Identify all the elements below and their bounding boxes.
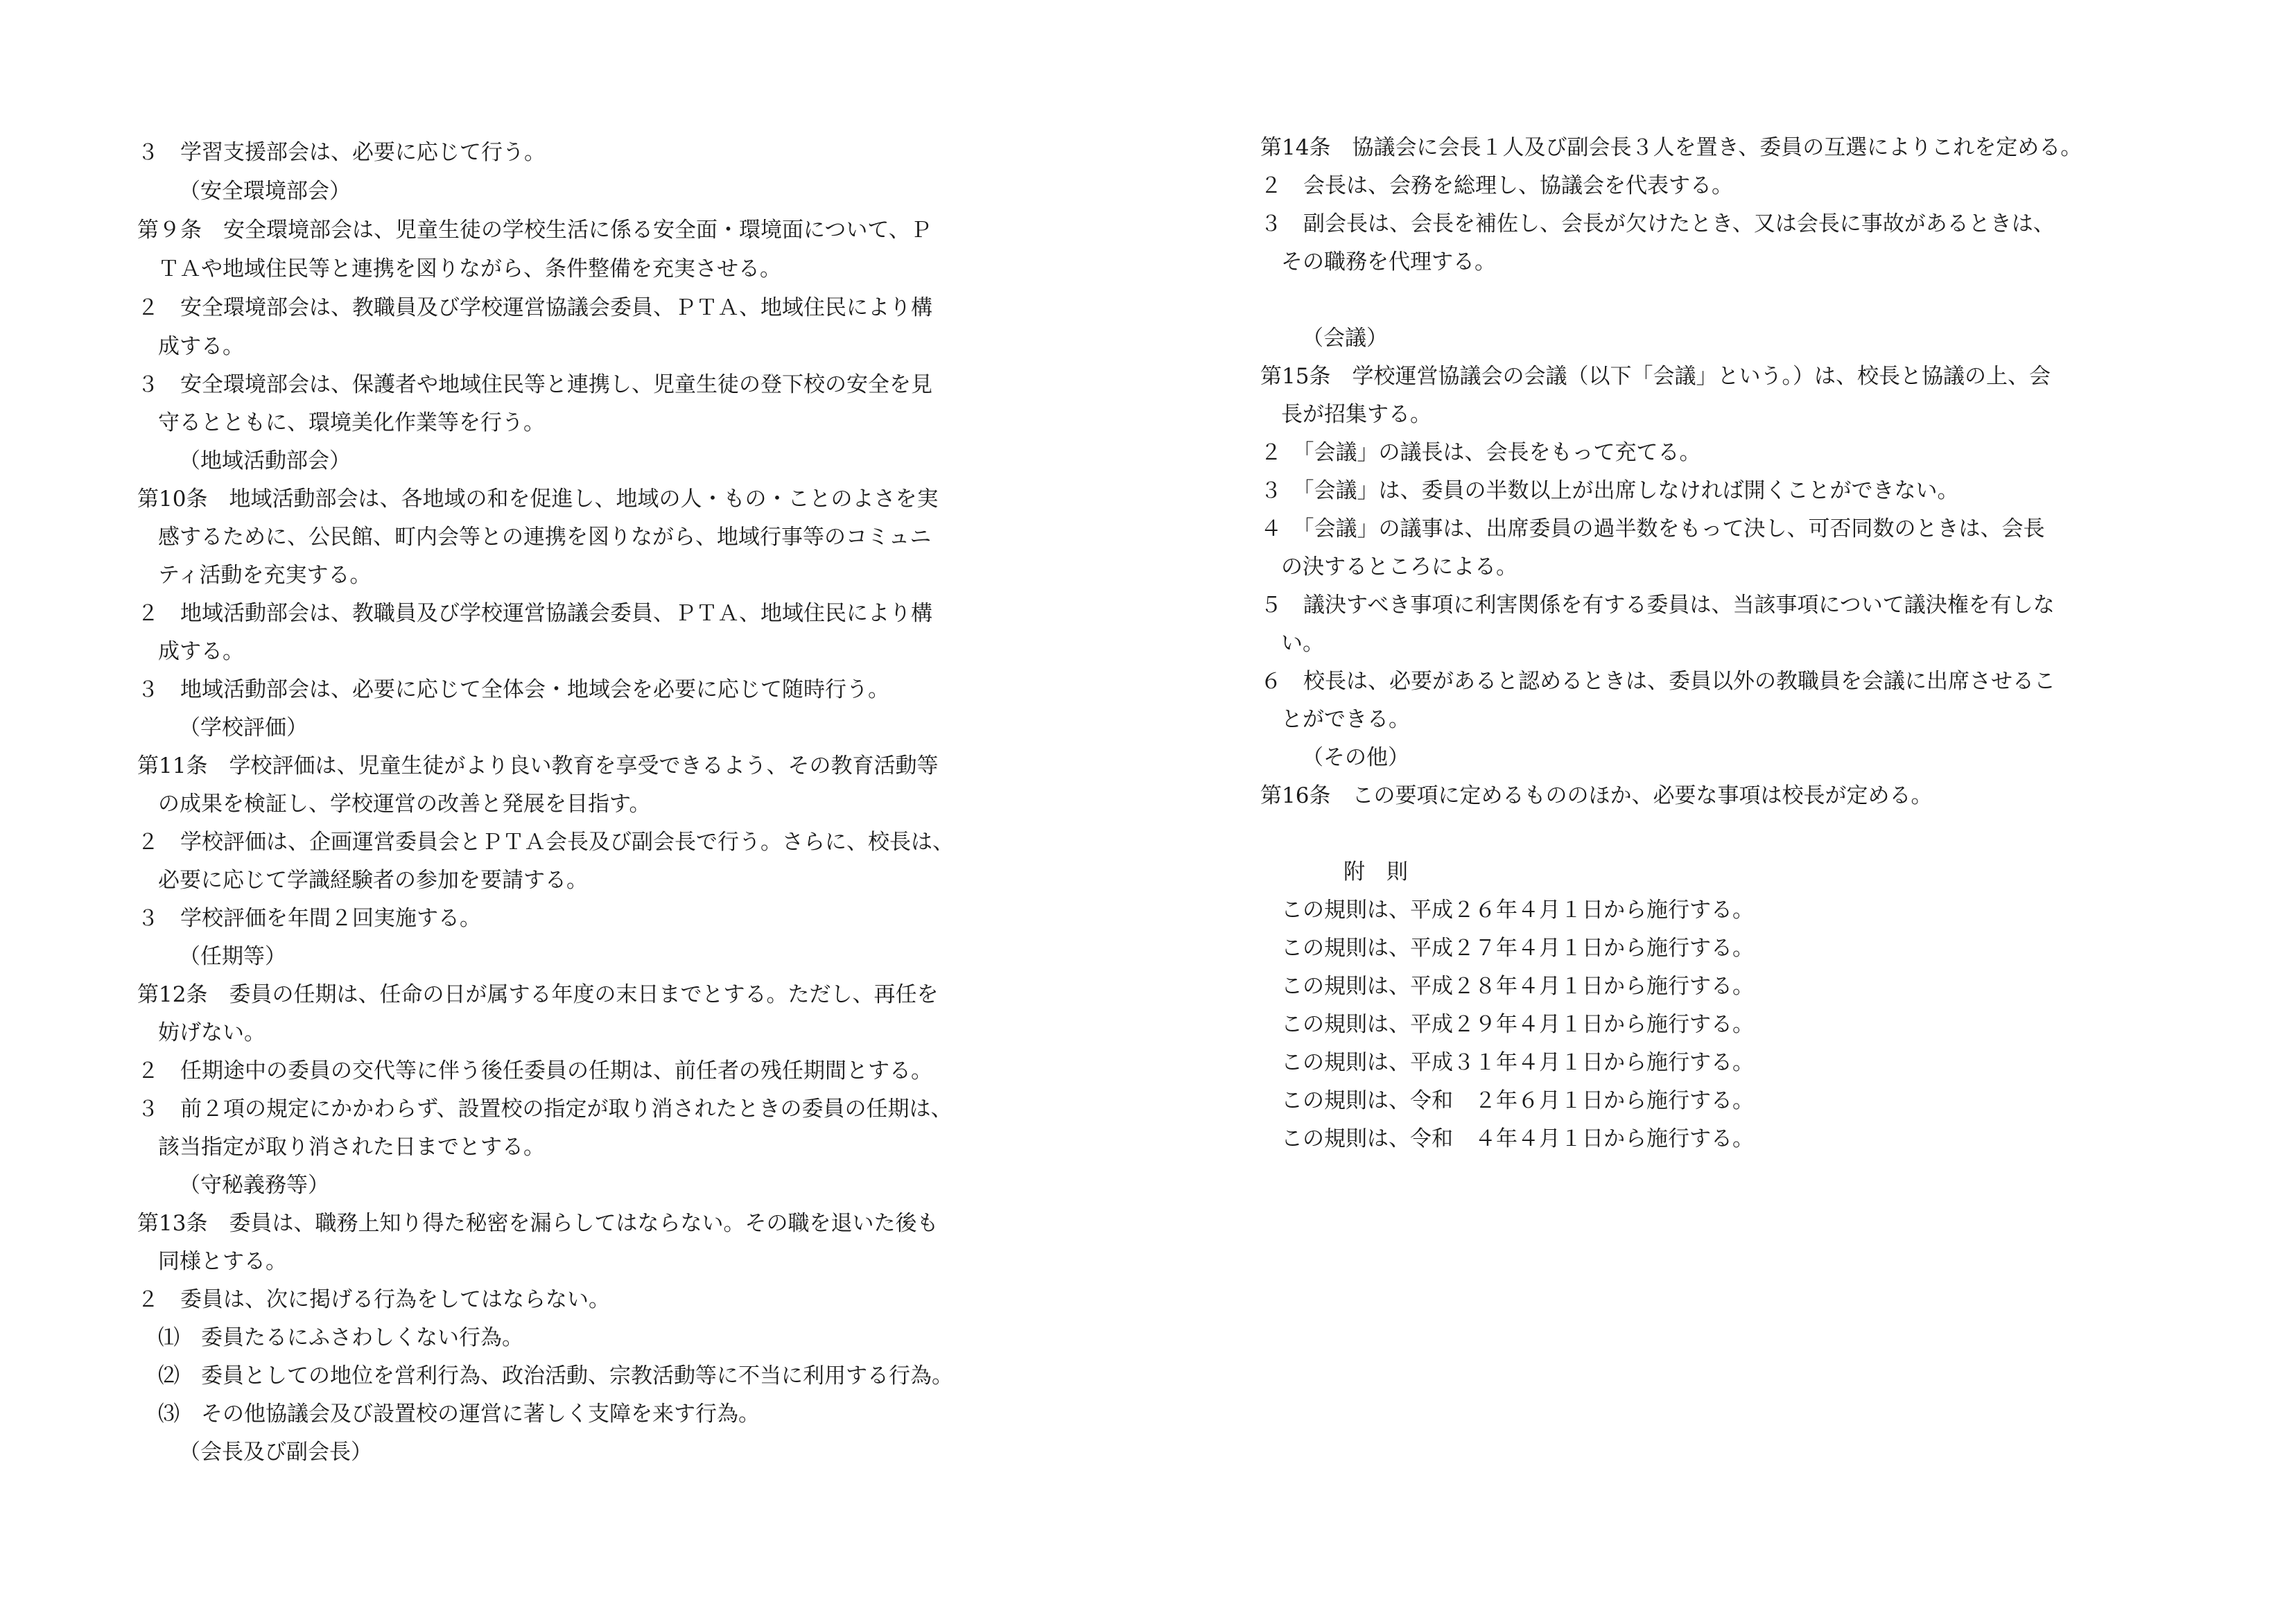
- text-line: ２ 任期途中の委員の交代等に伴う後任委員の任期は、前任者の残任期間とする。: [137, 1058, 932, 1083]
- text-line: （守秘義務等）: [179, 1173, 329, 1198]
- text-line: 守るとともに、環境美化作業等を行う。: [158, 410, 545, 435]
- text-line: の成果を検証し、学校運営の改善と発展を目指す。: [158, 792, 651, 817]
- text-line: ２ 会長は、会務を総理し、協議会を代表する。: [1260, 173, 1733, 198]
- text-line: （会長及び副会長）: [179, 1440, 372, 1465]
- text-line: ティ活動を充実する。: [158, 563, 372, 588]
- text-line: ＴＡや地域住民等と連携を図りながら、条件整備を充実させる。: [158, 256, 781, 281]
- text-line: ６ 校長は、必要があると認めるときは、委員以外の教職員を会議に出席させるこ: [1260, 669, 2055, 694]
- text-line: ３ 地域活動部会は、必要に応じて全体会・地域会を必要に応じて随時行う。: [137, 677, 889, 702]
- text-line: 第９条 安全環境部会は、児童生徒の学校生活に係る安全面・環境面について、Ｐ: [137, 218, 932, 243]
- text-line: この規則は、平成２７年４月１日から施行する。: [1281, 936, 1754, 961]
- text-line: ２ 地域活動部会は、教職員及び学校運営協議会委員、ＰＴＡ、地域住民により構: [137, 601, 932, 626]
- text-line: （会議）: [1302, 326, 1388, 351]
- text-line: ４ 「会議」の議事は、出席委員の過半数をもって決し、可否同数のときは、会長: [1260, 516, 2045, 541]
- text-line: ２ 委員は、次に掲げる行為をしてはならない。: [137, 1287, 610, 1312]
- text-line: この規則は、平成２９年４月１日から施行する。: [1281, 1012, 1754, 1037]
- text-line: ３ 学習支援部会は、必要に応じて行う。: [137, 140, 546, 165]
- text-line: ３ 副会長は、会長を補佐し、会長が欠けたとき、又は会長に事故があるときは、: [1260, 211, 2055, 236]
- text-line: ⑴ 委員たるにふさわしくない行為。: [158, 1325, 523, 1350]
- text-line: ５ 議決すべき事項に利害関係を有する委員は、当該事項について議決権を有しな: [1260, 593, 2055, 618]
- text-line: この規則は、平成３１年４月１日から施行する。: [1281, 1050, 1754, 1075]
- text-line: ⑶ その他協議会及び設置校の運営に著しく支障を来す行為。: [158, 1402, 760, 1427]
- text-line: 感するために、公民館、町内会等との連携を図りながら、地域行事等のコミュニ: [158, 525, 932, 550]
- text-line: この規則は、令和 ２年６月１日から施行する。: [1281, 1088, 1754, 1113]
- text-line: い。: [1281, 631, 1324, 656]
- text-line: ２ 「会議」の議長は、会長をもって充てる。: [1260, 440, 1701, 465]
- text-line: ３ 前２項の規定にかかわらず、設置校の指定が取り消されたときの委員の任期は、: [137, 1097, 953, 1122]
- text-line: 同様とする。: [158, 1249, 287, 1274]
- text-line: 第14条 協議会に会長１人及び副会長３人を置き、委員の互選によりこれを定める。: [1260, 135, 2082, 160]
- text-line: 第12条 委員の任期は、任命の日が属する年度の末日までとする。ただし、再任を: [137, 982, 939, 1007]
- text-line: 長が招集する。: [1281, 402, 1432, 427]
- text-line: 第13条 委員は、職務上知り得た秘密を漏らしてはならない。その職を退いた後も: [137, 1211, 939, 1236]
- text-line: （その他）: [1302, 745, 1409, 770]
- text-line: （安全環境部会）: [179, 179, 351, 204]
- text-line: ２ 学校評価は、企画運営委員会とＰＴＡ会長及び副会長で行う。さらに、校長は、: [137, 830, 954, 855]
- text-line: 第16条 この要項に定めるもののほか、必要な事項は校長が定める。: [1260, 783, 1933, 808]
- text-line: 成する。: [158, 334, 244, 359]
- text-line: この規則は、平成２８年４月１日から施行する。: [1281, 974, 1754, 999]
- text-line: ３ 学校評価を年間２回実施する。: [137, 906, 481, 931]
- text-line: 該当指定が取り消された日までとする。: [158, 1135, 545, 1160]
- text-line: その職務を代理する。: [1281, 250, 1496, 274]
- text-line: 附 則: [1343, 860, 1408, 884]
- text-line: ⑵ 委員としての地位を営利行為、政治活動、宗教活動等に不当に利用する行為。: [158, 1363, 953, 1388]
- text-line: ３ 「会議」は、委員の半数以上が出席しなければ開くことができない。: [1260, 478, 1959, 503]
- text-line: ２ 安全環境部会は、教職員及び学校運営協議会委員、ＰＴＡ、地域住民により構: [137, 295, 932, 320]
- text-line: 成する。: [158, 639, 244, 664]
- text-line: 妨げない。: [158, 1020, 266, 1045]
- text-line: 必要に応じて学識経験者の参加を要請する。: [158, 868, 588, 893]
- text-line: この規則は、令和 ４年４月１日から施行する。: [1281, 1126, 1754, 1151]
- text-line: （地域活動部会）: [179, 448, 351, 473]
- text-line: 第10条 地域活動部会は、各地域の和を促進し、地域の人・もの・ことのよさを実: [137, 487, 939, 512]
- text-line: 第15条 学校運営協議会の会議（以下「会議」という。）は、校長と協議の上、会: [1260, 364, 2051, 389]
- text-line: ３ 安全環境部会は、保護者や地域住民等と連携し、児童生徒の登下校の安全を見: [137, 372, 932, 397]
- text-line: （学校評価）: [179, 715, 308, 740]
- text-line: この規則は、平成２６年４月１日から施行する。: [1281, 898, 1754, 923]
- text-line: の決するところによる。: [1281, 555, 1517, 579]
- text-line: 第11条 学校評価は、児童生徒がより良い教育を享受できるよう、その教育活動等: [137, 753, 939, 778]
- text-line: （任期等）: [179, 944, 286, 969]
- text-line: とができる。: [1281, 707, 1410, 732]
